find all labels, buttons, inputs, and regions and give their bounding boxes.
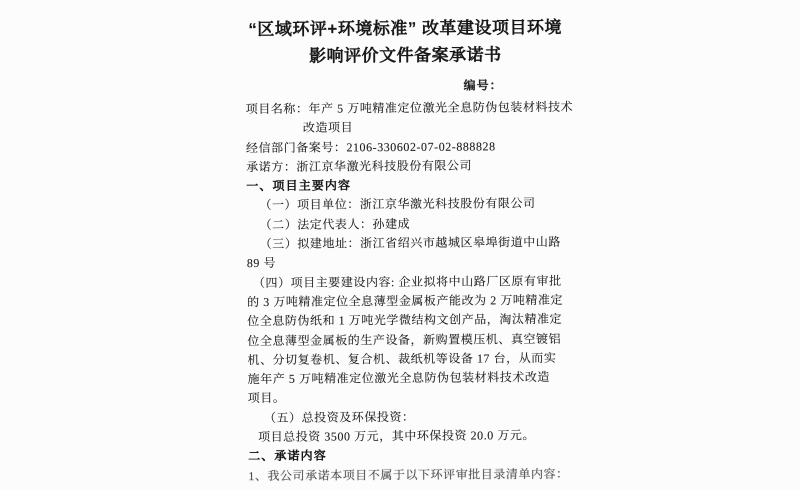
line-item-4-details-cont-2: 位全息防伪纸和 1 万吨光学微结构文创产品，淘汰精准定 [247, 312, 563, 329]
line-item-3-address: （三）拟建地址：浙江省绍兴市越城区皋埠街道中山路 [259, 234, 561, 252]
line-item-1-project-unit: （一）项目单位：浙江京华激光科技股份有限公司 [259, 196, 536, 213]
line-commitment-item-1: 1、我公司承诺本项目不属于以下环评审批目录清单内容： [248, 466, 569, 483]
document-body [246, 98, 594, 486]
line-item-2-legal-rep: （二）法定代表人：孙建成 [259, 216, 411, 232]
line-item-3-address-cont: 89 号 [246, 256, 277, 271]
line-record-number: 经信部门备案号：2106-330602-07-02-888828 [245, 138, 496, 155]
line-item-5-investment: （五）总投资及环保投资： [263, 409, 415, 425]
line-item-4-details-cont-3: 位全息薄型金属板的生产设备，新购置模压机、真空镀铝 [247, 331, 562, 348]
line-item-4-details-end: 项目。 [247, 391, 286, 406]
line-committer: 承诺方：浙江京华激光科技股份有限公司 [246, 158, 473, 174]
line-item-4-details: （四）项目主要建设内容: 企业拟将中山路厂区原有审批 [252, 273, 562, 290]
heading-section-1: 一、项目主要内容 [246, 178, 352, 194]
document-title-line1: “区域环评+环境标准” 改革建设项目环境 [248, 17, 563, 40]
heading-section-2: 二、承诺内容 [248, 448, 327, 464]
document-title [240, 14, 570, 70]
line-item-4-details-cont-1: 的 3 万吨精准定位全息薄型金属板产能改为 2 万吨精准定 [247, 292, 564, 310]
serial-number-label: 编号： [463, 78, 503, 93]
document-title-line2: 影响评价文件备案承诺书 [309, 45, 502, 66]
line-item-4-details-cont-4: 机、分切复卷机、复合机、裁纸机等设备 17 台，从而实 [247, 350, 557, 367]
line-investment-amount: 项目总投资 3500 万元，其中环保投资 20.0 万元。 [257, 428, 536, 445]
line-project-name: 项目名称：年产 5 万吨精准定位激光全息防伪包装材料技术 [245, 99, 574, 117]
line-project-name-cont: 改造项目 [302, 120, 354, 135]
line-item-4-details-cont-5: 施年产 5 万吨精准定位激光全息防伪包装材料技术改造 [247, 370, 550, 387]
